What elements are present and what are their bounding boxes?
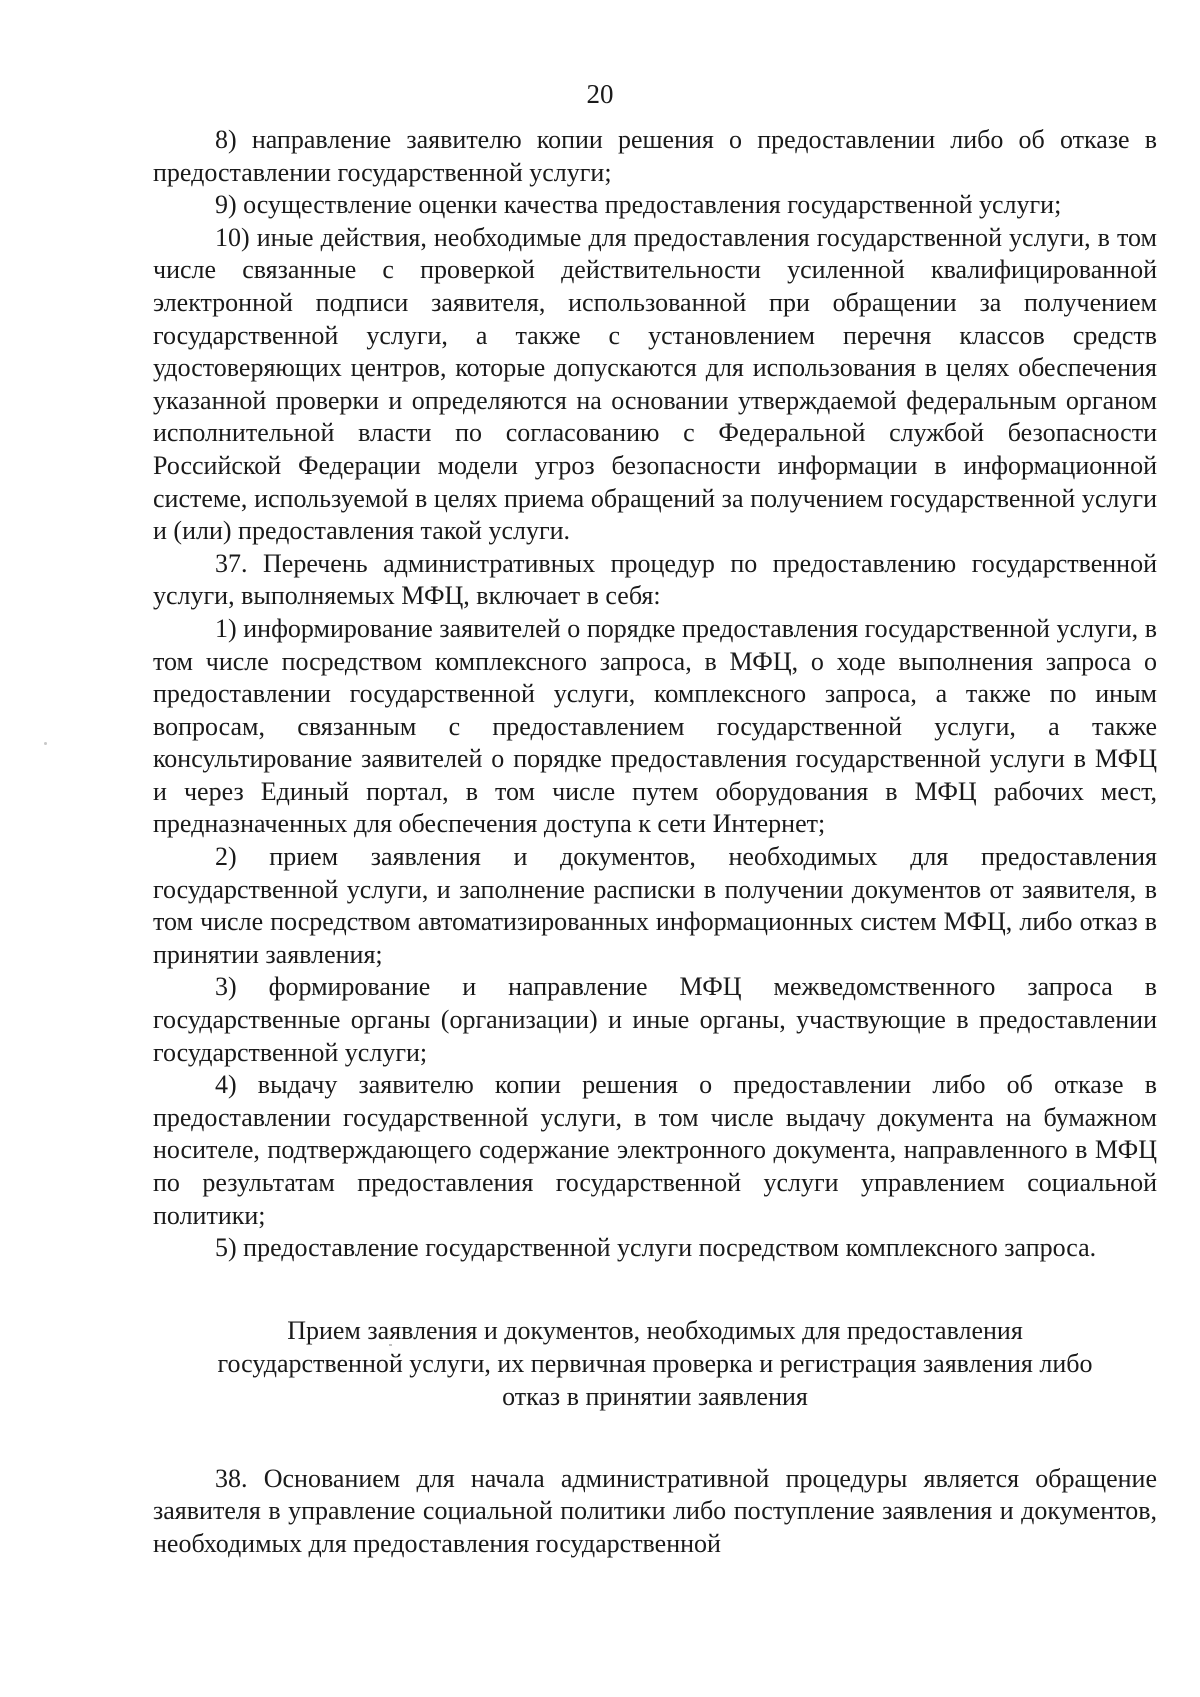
- paragraph-37-item-3: 3) формирование и направление МФЦ межведомственного запроса в государственные органы (организации) и иные органы, участвующие в предоставлении государственной услуги;: [153, 972, 1157, 1067]
- paragraph-item-9: 9) осуществление оценки качества предоставления государственной услуги;: [215, 190, 1062, 220]
- document-body: [153, 124, 1157, 1561]
- paragraph-37-item-1: 1) информирование заявителей о порядке предоставления государственной услуги, в том числе посредством комплексного запроса, в МФЦ, о ходе выполнения запроса о предоставлении государственной услуги, комплексного запроса, а также по иным вопросам, связанным с предоставлением государственной услуги, а также консультирование заявителей о порядке предоставления государственной услуги в МФЦ и через Единый портал, в том числе путем оборудования в МФЦ рабочих мест, предназначенных для обеспечения доступа к сети Интернет;: [153, 613, 1157, 839]
- section-heading-line-1: Прием заявления и документов, необходимых для предоставления: [287, 1315, 1023, 1345]
- section-heading-line-3: отказ в принятии заявления: [502, 1381, 808, 1411]
- paragraph-37: 37. Перечень административных процедур по предоставлению государственной услуги, выполняемых МФЦ, включает в себя:: [153, 548, 1157, 611]
- scan-artifact-mark: [44, 742, 47, 745]
- paragraph-37-item-2: 2) прием заявления и документов, необходимых для предоставления государственной услуги, и заполнение расписки в получении документов от заявителя, в том числе посредством автоматизированных информационных систем МФЦ, либо отказ в принятии заявления;: [153, 842, 1157, 969]
- paragraph-37-item-4: 4) выдачу заявителю копии решения о предоставлении либо об отказе в предоставлении государственной услуги, в том числе выдачу документа на бумажном носителе, подтверждающего содержание электронного документа, направленного в МФЦ по результатам предоставления государственной услуги управлением социальной политики;: [153, 1070, 1157, 1230]
- page-number: 20: [586, 79, 614, 109]
- paragraph-item-10: 10) иные действия, необходимые для предоставления государственной услуги, в том числе связанные с проверкой действительности усиленной квалифицированной электронной подписи заявителя, использованной при обращении за получением государственной услуги, а также с установлением перечня классов средств удостоверяющих центров, которые допускаются для использования в целях обеспечения указанной проверки и определяются на основании утверждаемой федеральным органом исполнительной власти по согласованию с Федеральной службой безопасности Российской Федерации модели угроз безопасности информации в информационной системе, используемой в целях приема обращений за получением государственной услуги и (или) предоставления такой услуги.: [153, 222, 1157, 546]
- paragraph-38: 38. Основанием для начала административной процедуры является обращение заявителя в управление социальной политики либо поступление заявления и документов, необходимых для предоставления государственной: [153, 1463, 1157, 1558]
- paragraph-item-8: 8) направление заявителю копии решения о предоставлении либо об отказе в предоставлении государственной услуги;: [153, 125, 1157, 187]
- section-heading-line-2: государственной услуги, их первичная проверка и регистрация заявления либо: [217, 1348, 1093, 1378]
- paragraph-37-item-5: 5) предоставление государственной услуги посредством комплексного запроса.: [215, 1233, 1097, 1263]
- section-heading: [153, 1314, 1157, 1413]
